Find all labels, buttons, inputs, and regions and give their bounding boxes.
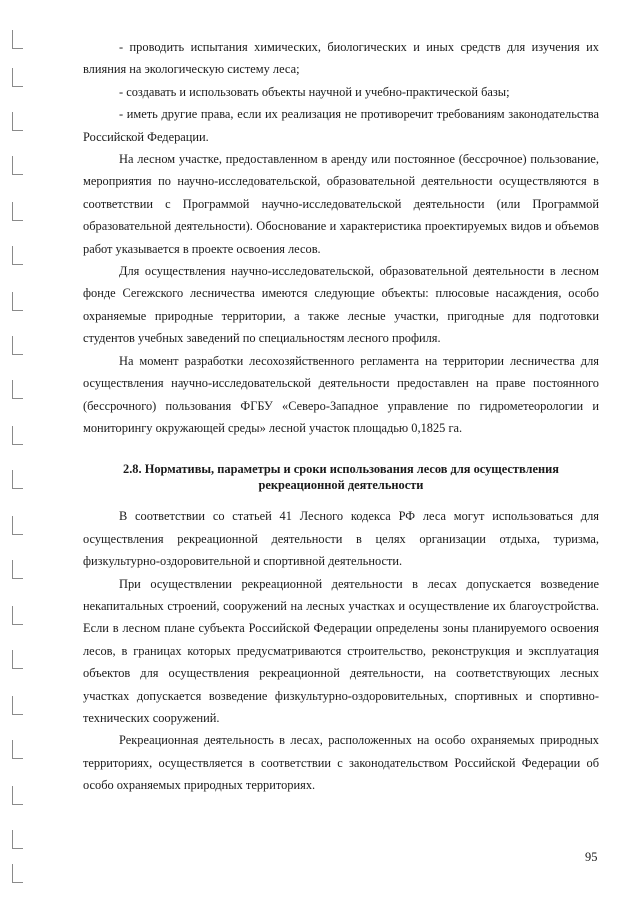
paragraph: На момент разработки лесохозяйственного регламента на территории лесничества для осуществления научно-исследовательской деятельности предоставлен на праве постоянного (бессрочного) пользования ФГБУ «Северо-Западное управление по гидрометеорологии и мониторингу окружающей среды» лесной участок площадью 0,1825 га.	[83, 353, 599, 435]
document-body	[83, 36, 599, 797]
binding-mark	[12, 864, 23, 883]
binding-mark	[12, 560, 23, 579]
paragraph: При осуществлении рекреационной деятельности в лесах допускается возведение некапитальных строений, сооружений на лесных участках и осуществление их благоустройства. Если в лесном плане субъекта Российской Федерации определены зоны планируемого освоения лесов, в границах которых предусматриваются строительство, реконструкция и эксплуатация объектов для осуществления рекреационной деятельности, на соответствующих лесных участках допускается возведение физкультурно-оздоровительных, спортивных и спортивно-технических сооружений.	[83, 576, 599, 725]
binding-mark	[12, 30, 23, 49]
binding-mark	[12, 156, 23, 175]
binding-mark	[12, 830, 23, 849]
binding-mark	[12, 606, 23, 625]
binding-mark	[12, 246, 23, 265]
binding-mark	[12, 470, 23, 489]
binding-mark	[12, 786, 23, 805]
paragraph: На лесном участке, предоставленном в аренду или постоянное (бессрочное) пользование, мероприятия по научно-исследовательской, образовательной деятельности осуществляются в соответствии с Программой научно-исследовательской деятельности (или Программой образовательной деятельности). Обоснование и характеристика проектируемых видов и объемов работ указывается в проекте освоения лесов.	[83, 152, 599, 256]
binding-mark	[12, 650, 23, 669]
paragraph: В соответствии со статьей 41 Лесного кодекса РФ леса могут использоваться для осуществления рекреационной деятельности в целях организации отдыха, туризма, физкультурно-оздоровительной и спортивной деятельности.	[83, 509, 599, 569]
bullet-item: - иметь другие права, если их реализация не противоречит требованиям законодательства Российской Федерации.	[83, 107, 599, 144]
binding-mark	[12, 336, 23, 355]
binding-mark	[12, 68, 23, 87]
binding-mark	[12, 516, 23, 535]
page-number: 95	[585, 850, 598, 864]
binding-mark	[12, 380, 23, 399]
section-heading-line: 2.8. Нормативы, параметры и сроки использования лесов для осуществления	[123, 462, 559, 477]
binding-mark	[12, 426, 23, 445]
bullet-item: - проводить испытания химических, биологических и иных средств для изучения их влияния на экологическую систему леса;	[83, 40, 599, 77]
binding-margin-marks	[12, 30, 26, 880]
binding-mark	[12, 740, 23, 759]
binding-mark	[12, 112, 23, 131]
binding-mark	[12, 696, 23, 715]
paragraph: Для осуществления научно-исследовательской, образовательной деятельности в лесном фонде Сегежского лесничества имеются следующие объекты: плюсовые насаждения, особо охраняемые природные территории, а также лесные участки, пригодные для подготовки студентов учебных заведений по специальностям лесного профиля.	[83, 264, 599, 346]
section-heading	[83, 461, 599, 493]
section-heading-line: рекреационной деятельности	[258, 478, 424, 493]
bullet-item: - создавать и использовать объекты научной и учебно-практической базы;	[119, 84, 510, 99]
paragraph: Рекреационная деятельность в лесах, расположенных на особо охраняемых природных территориях, осуществляется в соответствии с законодательством Российской Федерации об особо охраняемых природных территориях.	[83, 733, 599, 793]
binding-mark	[12, 292, 23, 311]
binding-mark	[12, 202, 23, 221]
